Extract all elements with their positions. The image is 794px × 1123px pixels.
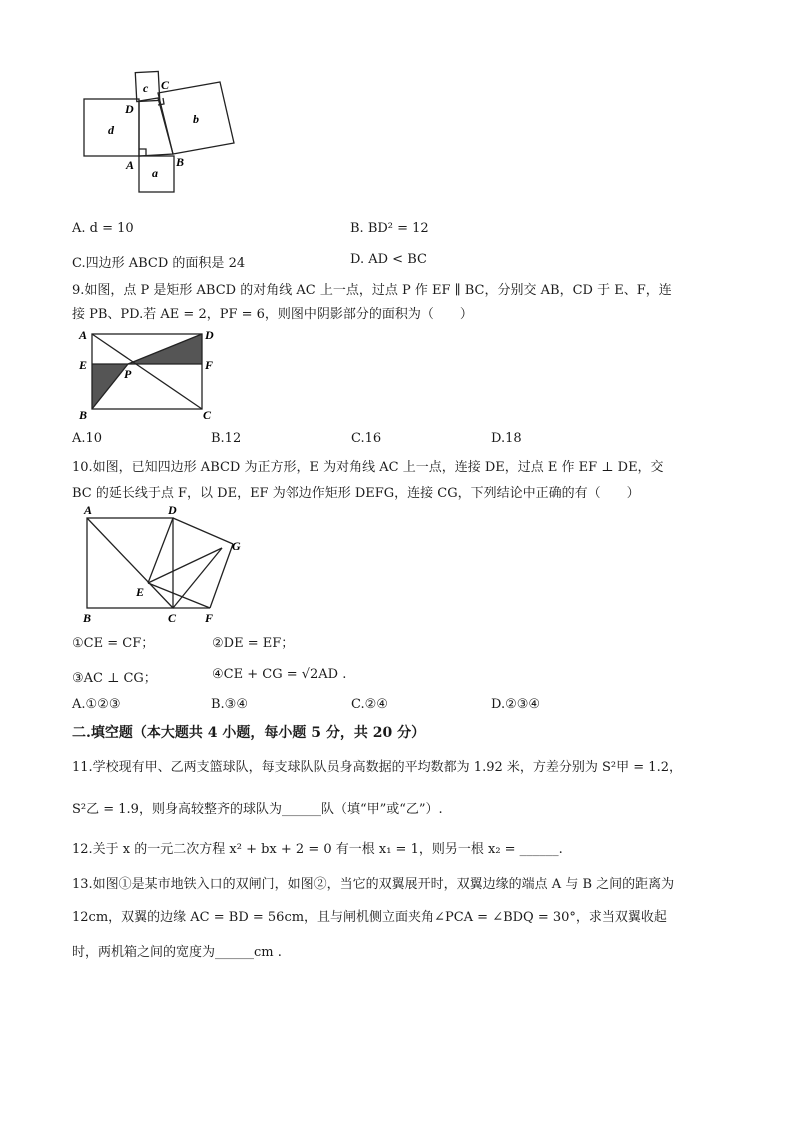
q11-line1: 11.学校现有甲、乙两支篮球队，每支球队队员身高数据的平均数都为 1.92 米，方差分别为 S²甲 = 1.2， [72,760,682,775]
q13-line2: 12cm，双翼的边缘 AC = BD = 56cm，且与闸机侧立面夹角∠PCA = ∠BDQ = 30°，求当双翼收起 [72,910,667,925]
q12-line1: 12.关于 x 的一元二次方程 x² + bx + 2 = 0 有一根 x₁ = 1，则另一根 x₂ = ______. [72,842,563,857]
q10-option-c: C.②④ [351,697,388,712]
q8-option-c: C.四边形 ABCD 的面积是 24 [72,256,246,271]
label-C: C [203,408,212,422]
label-C: C [161,78,170,92]
label-D: D [125,102,134,116]
q10-statement-2: ②DE = EF； [212,636,295,651]
q8-option-d: D. AD < BC [350,252,427,267]
segment-cg [173,548,222,608]
diagonal-ac [87,518,173,608]
label-A: A [79,328,88,342]
label-D: D [168,503,177,517]
q9-option-d: D.18 [491,431,522,446]
segment-ef [148,583,210,608]
label-a-small: a [152,166,158,180]
label-A: A [84,503,93,517]
q10-line2: BC 的延长线于点 F，以 DE，EF 为邻边作矩形 DEFG，连接 CG，下列结论中正确的有（ ） [72,486,640,501]
segment-gf [210,544,233,608]
q10-statement-4: ④CE + CG = √2AD . [212,667,347,682]
q13-line1: 13.如图①是某市地铁入口的双闸门，如图②，当它的双翼展开时，双翼边缘的端点 A 与 B 之间的距离为 [72,877,675,892]
q10-statement-1: ①CE = CF； [72,636,155,651]
label-E: E [79,358,88,372]
q9-option-b: B.12 [211,431,242,446]
label-F: F [205,611,214,625]
q13-line3: 时，两机箱之间的宽度为______cm . [72,945,282,960]
label-c-small: c [143,81,149,95]
q11-line2: S²乙 = 1.9，则身高较整齐的球队为______队（填“甲”或“乙”）. [72,802,443,817]
label-B: B [83,611,92,625]
section-2-title: 二.填空题（本大题共 4 小题，每小题 5 分，共 20 分） [72,725,426,741]
label-B: B [176,155,185,169]
q8-option-a: A. d = 10 [72,221,134,236]
q9-option-a: A.10 [72,431,103,446]
q9-option-c: C.16 [351,431,382,446]
q10-option-b: B.③④ [211,697,248,712]
q8-option-b: B. BD² = 12 [350,221,429,236]
label-E: E [136,585,145,599]
label-P: P [124,367,132,381]
q9-line2: 接 PB、PD.若 AE = 2，PF = 6，则图中阴影部分的面积为（ ） [72,307,473,322]
label-b-small: b [193,112,199,126]
q10-option-d: D.②③④ [491,697,541,712]
segment-dg [173,518,233,544]
label-B: B [79,408,88,422]
q10-option-a: A.①②③ [72,697,121,712]
label-D: D [205,328,214,342]
q10-statement-3: ③AC ⊥ CG； [72,671,157,686]
label-F: F [205,358,214,372]
label-G: G [232,539,241,553]
label-A: A [126,158,135,172]
q10-line1: 10.如图，已知四边形 ABCD 为正方形，E 为对角线 AC 上一点，连接 DE，过点 E 作 EF ⊥ DE，交 [72,460,664,475]
label-d-small: d [108,123,114,137]
q9-line1: 9.如图，点 P 是矩形 ABCD 的对角线 AC 上一点，过点 P 作 EF ∥ BC，分别交 AB，CD 于 E、F，连 [72,283,672,298]
label-C: C [168,611,177,625]
